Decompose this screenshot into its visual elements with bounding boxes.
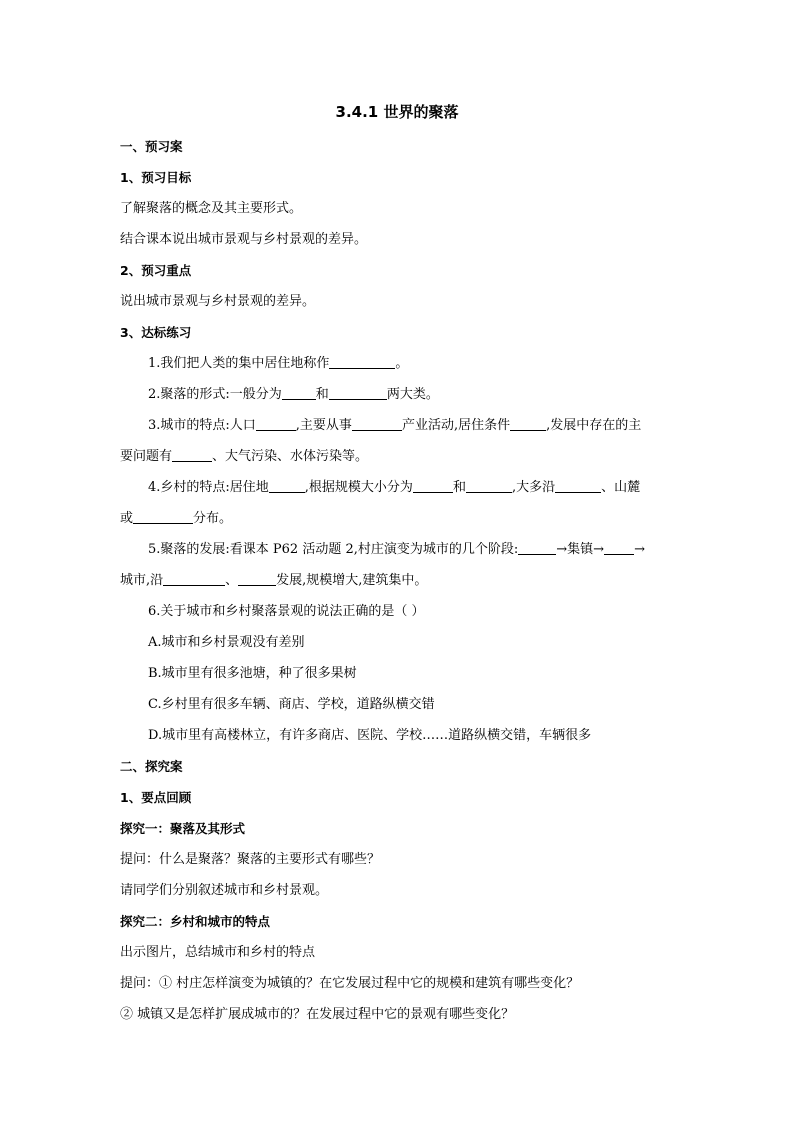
answer-blank[interactable] xyxy=(133,509,193,524)
document-body xyxy=(120,131,680,1030)
paragraph: 提问：什么是聚落？聚落的主要形式有哪些？ xyxy=(120,852,381,867)
answer-blank[interactable] xyxy=(269,478,305,493)
question-3: 3.城市的特点:人口 ,主要从事 产业活动,居住条件 ,发展中存在的主 xyxy=(148,418,642,433)
inquiry-heading: 探究一：聚落及其形式 xyxy=(120,821,246,836)
section-heading: 二、探究案 xyxy=(120,759,183,774)
answer-blank[interactable] xyxy=(413,478,453,493)
answer-blank[interactable] xyxy=(466,478,512,493)
subsection-heading: 1、预习目标 xyxy=(120,170,192,185)
question-6: 6.关于城市和乡村聚落景观的说法正确的是（ ） xyxy=(148,604,425,619)
question-4-cont: 或 分布。 xyxy=(120,511,233,526)
paragraph: 了解聚落的概念及其主要形式。 xyxy=(120,201,303,216)
answer-blank[interactable] xyxy=(604,540,634,555)
question-3-cont: 要问题有 、大气污染、水体污染等。 xyxy=(120,449,369,464)
question-4: 4.乡村的特点:居住地 ,根据规模大小分为 和 ,大多沿 、山麓 xyxy=(148,480,641,495)
answer-blank[interactable] xyxy=(329,354,395,369)
question-1: 1.我们把人类的集中居住地称作 。 xyxy=(148,356,409,371)
section-heading: 一、预习案 xyxy=(120,139,183,154)
answer-blank[interactable] xyxy=(282,385,316,400)
answer-blank[interactable] xyxy=(329,385,387,400)
paragraph: ② 城镇又是怎样扩展成城市的？在发展过程中它的景观有哪些变化？ xyxy=(120,1007,515,1022)
subsection-heading: 1、要点回顾 xyxy=(120,790,192,805)
paragraph: 说出城市景观与乡村景观的差异。 xyxy=(120,294,316,309)
page-title: 3.4.1 世界的聚落 xyxy=(335,103,459,121)
answer-blank[interactable] xyxy=(172,447,212,462)
option-b[interactable]: B.城市里有很多池塘，种了很多果树 xyxy=(148,666,357,681)
question-2: 2.聚落的形式:一般分为 和 两大类。 xyxy=(148,387,439,402)
subsection-heading: 3、达标练习 xyxy=(120,325,192,340)
question-5: 5.聚落的发展:看课本 P62 活动题 2,村庄演变为城市的几个阶段: →集镇→ → xyxy=(148,542,645,557)
answer-blank[interactable] xyxy=(555,478,601,493)
answer-blank[interactable] xyxy=(238,571,276,586)
paragraph: 提问：① 村庄怎样演变为城镇的？在它发展过程中它的规模和建筑有哪些变化？ xyxy=(120,976,580,991)
option-a[interactable]: A.城市和乡村景观没有差别 xyxy=(148,635,305,650)
paragraph: 结合课本说出城市景观与乡村景观的差异。 xyxy=(120,232,368,247)
option-d[interactable]: D.城市里有高楼林立，有许多商店、医院、学校……道路纵横交错，车辆很多 xyxy=(148,728,592,743)
paragraph: 请同学们分别叙述城市和乡村景观。 xyxy=(120,883,329,898)
answer-blank[interactable] xyxy=(163,571,225,586)
subsection-heading: 2、预习重点 xyxy=(120,263,192,278)
answer-blank[interactable] xyxy=(352,416,402,431)
answer-blank[interactable] xyxy=(256,416,296,431)
answer-blank[interactable] xyxy=(510,416,546,431)
answer-blank[interactable] xyxy=(518,540,556,555)
question-5-cont: 城市,沿 、 发展,规模增大,建筑集中。 xyxy=(120,573,428,588)
option-c[interactable]: C.乡村里有很多车辆、商店、学校，道路纵横交错 xyxy=(148,697,435,712)
inquiry-heading: 探究二：乡村和城市的特点 xyxy=(120,914,271,929)
paragraph: 出示图片，总结城市和乡村的特点 xyxy=(120,945,316,960)
